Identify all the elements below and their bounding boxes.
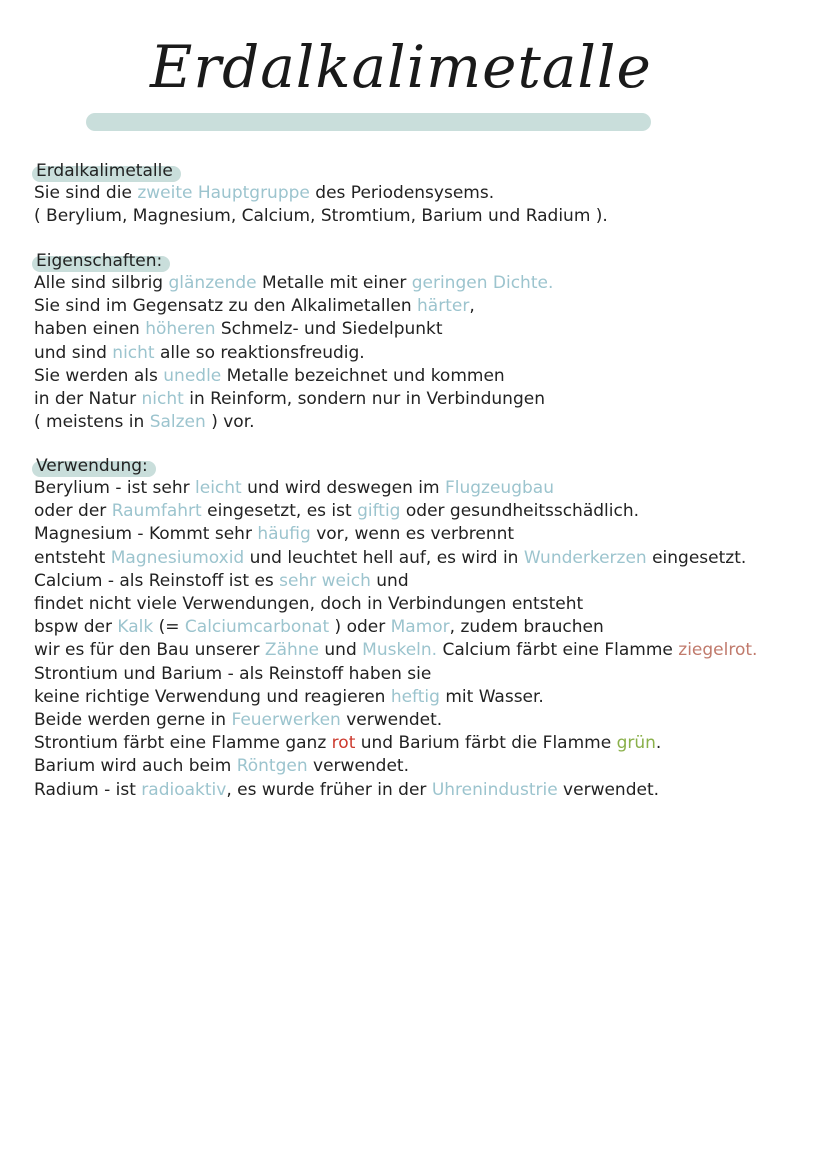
text-segment: und wird deswegen im (241, 478, 445, 498)
highlighted-term: härter (417, 296, 470, 317)
text-segment: , (469, 296, 475, 317)
highlighted-term: Zähne (264, 640, 319, 661)
text-segment: und sind (34, 342, 113, 363)
highlighted-term: Raumfahrt (111, 501, 202, 522)
text-segment: bspw der (34, 617, 118, 638)
text-segment: Alle sind silbrig (34, 273, 169, 293)
highlighted-term: höheren (145, 319, 216, 340)
highlighted-term: Muskeln. (362, 640, 438, 661)
section-heading-text: Erdalkalimetalle (36, 161, 173, 181)
text-line (34, 500, 639, 522)
text-segment: alle so reaktionsfreudig. (154, 342, 365, 363)
text-line (34, 272, 553, 294)
text-line (34, 779, 659, 801)
text-segment: vor, wenn es verbrennt (310, 524, 515, 545)
text-segment: Strontium und Barium - als Reinstoff haben sie (34, 663, 432, 684)
highlighted-term: Mamor (390, 617, 450, 638)
text-line (34, 593, 583, 615)
text-segment: oder der (34, 501, 112, 522)
text-line (34, 755, 409, 777)
highlighted-term: Wunderkerzen (523, 547, 647, 568)
section-heading-text: Verwendung: (36, 456, 148, 476)
text-line (34, 365, 505, 387)
text-segment: ) vor. (205, 412, 255, 433)
text-line (34, 318, 443, 340)
highlighted-term: glänzende (168, 273, 257, 293)
text-segment: verwendet. (340, 710, 443, 730)
text-segment: Calcium - als Reinstoff ist es (34, 570, 280, 591)
text-segment: verwendet. (557, 779, 660, 800)
text-segment: und Barium färbt die Flamme (355, 733, 617, 754)
text-line (34, 477, 554, 499)
text-segment: Metalle mit einer (256, 273, 412, 293)
text-segment: Metalle bezeichnet und kommen (221, 365, 505, 386)
highlighted-term: nicht (141, 389, 184, 409)
text-segment: Strontium färbt eine Flamme ganz (34, 733, 332, 754)
text-segment: wir es für den Bau unserer (34, 640, 265, 661)
text-line (34, 411, 255, 433)
text-segment: und leuchtet hell auf, es wird in (244, 547, 524, 568)
text-segment: haben einen (34, 319, 146, 340)
text-segment: findet nicht viele Verwendungen, doch in Verbindungen entsteht (34, 594, 584, 614)
text-segment: eingesetzt, es ist (201, 501, 358, 522)
highlighted-term: Calciumcarbonat (184, 617, 330, 638)
highlighted-term: nicht (112, 342, 155, 363)
highlighted-term: radioaktiv (141, 779, 227, 800)
text-segment: Calcium färbt eine Flamme (437, 640, 679, 661)
text-segment: (= (153, 617, 185, 638)
highlighted-term: Uhrenindustrie (431, 779, 558, 800)
text-line (34, 388, 545, 410)
highlighted-term: grün (616, 733, 656, 754)
text-line (34, 523, 514, 545)
highlighted-term: geringen Dichte. (411, 273, 554, 293)
title-underline (86, 113, 651, 131)
highlighted-term: Kalk (117, 617, 154, 638)
section-heading (32, 160, 181, 182)
text-segment: ( meistens in (34, 412, 150, 433)
highlighted-term: heftig (390, 686, 440, 707)
highlighted-term: ziegelrot. (678, 640, 758, 661)
text-segment: Sie sind im Gegensatz zu den Alkalimetallen (34, 296, 418, 317)
text-segment: Barium wird auch beim (34, 756, 237, 777)
text-line (34, 295, 475, 317)
text-segment: Schmelz- und Siedelpunkt (215, 319, 443, 340)
text-line (34, 205, 608, 227)
text-segment: , es wurde früher in der (226, 779, 432, 800)
text-segment: Sie sind die (34, 183, 138, 203)
text-segment: ( Berylium, Magnesium, Calcium, Stromtium, Barium und Radium ). (34, 206, 608, 227)
highlighted-term: Feuerwerken (231, 710, 341, 730)
text-segment: mit Wasser. (439, 686, 544, 707)
highlighted-term: häufig (257, 524, 311, 545)
text-segment: Sie werden als (34, 365, 164, 386)
page-title: Erdalkalimetalle (150, 33, 652, 101)
highlighted-term: Flugzeugbau (444, 478, 554, 498)
text-segment: und (319, 640, 363, 661)
text-segment: und (370, 570, 409, 591)
text-line (34, 547, 746, 569)
text-segment: entsteht (34, 547, 111, 568)
highlighted-term: rot (331, 733, 356, 754)
text-segment: Radium - ist (34, 779, 142, 800)
text-segment: . (655, 733, 662, 754)
section-heading (32, 250, 170, 272)
text-line (34, 342, 365, 364)
highlighted-term: unedle (163, 365, 222, 386)
text-line (34, 686, 544, 708)
highlighted-term: Magnesiumoxid (110, 547, 245, 568)
text-line (34, 182, 494, 204)
text-segment: ) oder (329, 617, 391, 638)
text-segment: Beide werden gerne in (34, 710, 232, 730)
text-segment: in der Natur (34, 389, 142, 409)
section-heading (32, 455, 156, 477)
text-line (34, 570, 409, 592)
section-heading-text: Eigenschaften: (36, 251, 163, 271)
highlighted-term: Salzen (149, 412, 206, 433)
text-segment: oder gesundheitsschädlich. (400, 501, 639, 522)
text-segment: Berylium - ist sehr (34, 478, 196, 498)
highlighted-term: leicht (195, 478, 242, 498)
text-line (34, 616, 604, 638)
text-segment: , zudem brauchen (449, 617, 604, 638)
highlighted-term: zweite Hauptgruppe (137, 183, 310, 203)
highlighted-term: Röntgen (236, 756, 308, 777)
text-segment: in Reinform, sondern nur in Verbindungen (183, 389, 545, 409)
text-line (34, 709, 442, 731)
highlighted-term: sehr weich (279, 570, 371, 591)
text-segment: keine richtige Verwendung und reagieren (34, 686, 391, 707)
highlighted-term: giftig (357, 501, 401, 522)
text-segment: eingesetzt. (646, 547, 747, 568)
text-segment: Magnesium - Kommt sehr (34, 524, 258, 545)
text-line (34, 639, 757, 661)
text-line (34, 732, 661, 754)
text-segment: des Periodensysems. (309, 183, 495, 203)
text-segment: verwendet. (307, 756, 409, 777)
text-line (34, 663, 431, 685)
